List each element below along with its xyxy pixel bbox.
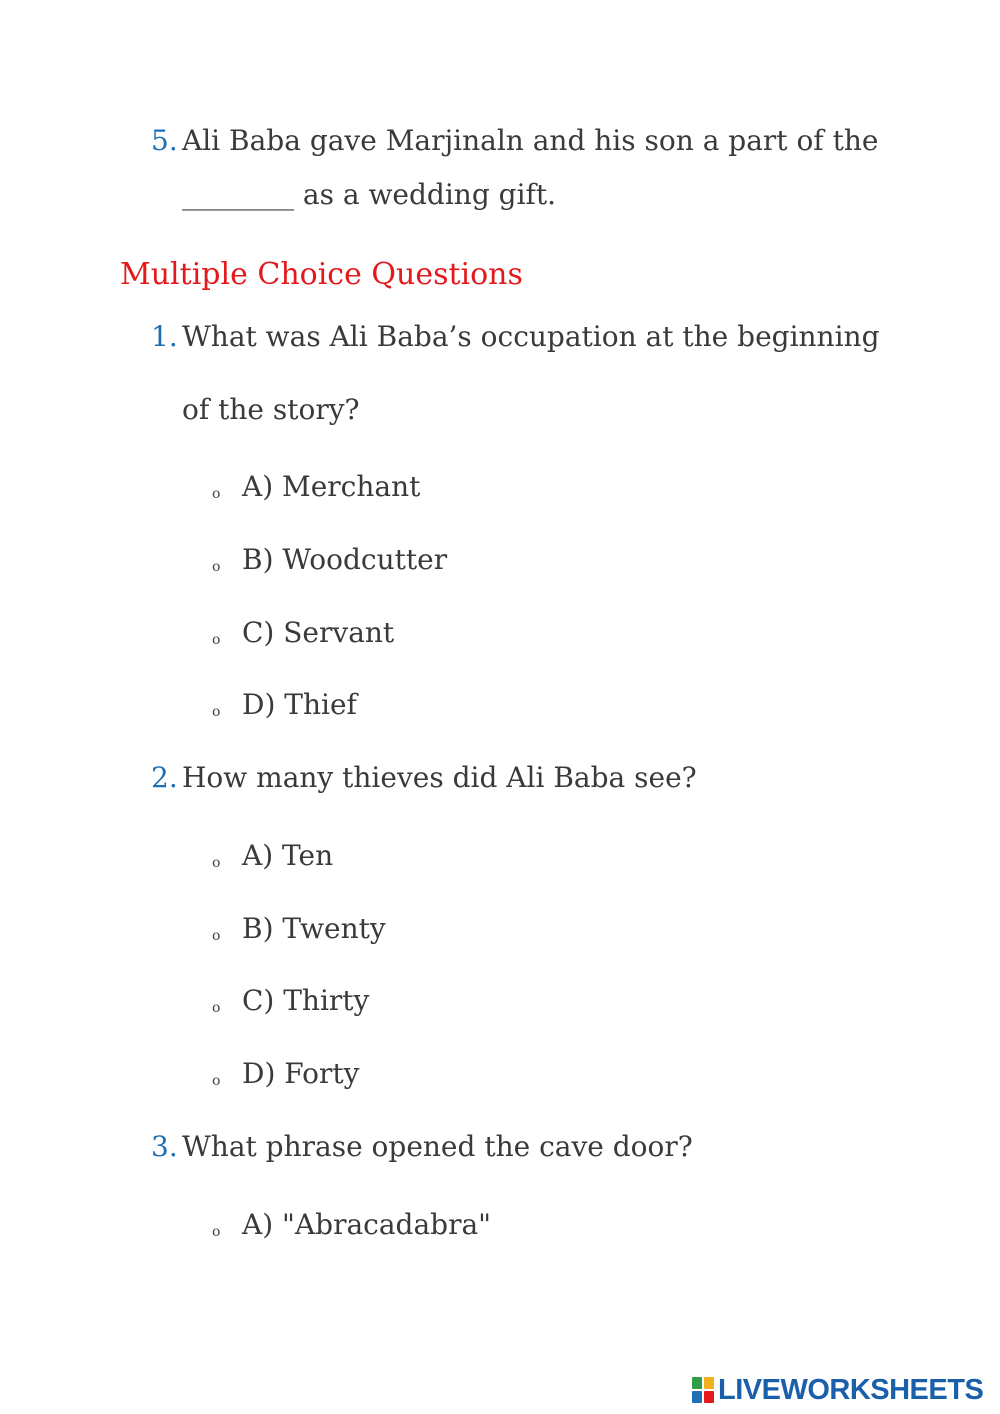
answer-option[interactable]: B) Twenty: [242, 912, 386, 945]
bullet-icon: o: [212, 559, 221, 575]
logo-square-icon: [692, 1377, 702, 1389]
question-number: 1.: [151, 320, 178, 353]
answer-option[interactable]: A) Ten: [242, 839, 334, 872]
question-number: 2.: [151, 761, 178, 794]
bullet-icon: o: [212, 704, 221, 720]
logo-square-icon: [704, 1391, 714, 1403]
answer-option[interactable]: D) Forty: [242, 1057, 360, 1090]
answer-option[interactable]: A) Merchant: [242, 470, 421, 503]
question-text: of the story?: [182, 393, 360, 426]
question-text: What phrase opened the cave door?: [182, 1130, 693, 1163]
answer-option[interactable]: C) Servant: [242, 616, 395, 649]
question-text: How many thieves did Ali Baba see?: [182, 761, 697, 794]
answer-option[interactable]: C) Thirty: [242, 984, 370, 1017]
answer-option[interactable]: D) Thief: [242, 688, 357, 721]
question-number: 5.: [151, 124, 178, 157]
answer-option[interactable]: B) Woodcutter: [242, 543, 448, 576]
question-text-blank: ________ as a wedding gift.: [182, 178, 557, 211]
question-number: 3.: [151, 1130, 178, 1163]
logo-square-icon: [692, 1391, 702, 1403]
section-title: Multiple Choice Questions: [120, 257, 523, 292]
bullet-icon: o: [212, 486, 221, 502]
logo-text: LIVEWORKSHEETS: [718, 1373, 984, 1406]
bullet-icon: o: [212, 632, 221, 648]
answer-option[interactable]: A) "Abracadabra": [242, 1208, 492, 1241]
logo-mark-icon: [692, 1377, 714, 1403]
bullet-icon: o: [212, 928, 221, 944]
bullet-icon: o: [212, 1000, 221, 1016]
logo-square-icon: [704, 1377, 714, 1389]
liveworksheets-logo[interactable]: [692, 1374, 983, 1406]
bullet-icon: o: [212, 1224, 221, 1240]
question-text: What was Ali Baba’s occupation at the beginning: [182, 320, 880, 353]
bullet-icon: o: [212, 1073, 221, 1089]
question-text: Ali Baba gave Marjinaln and his son a part of the: [182, 124, 879, 157]
bullet-icon: o: [212, 855, 221, 871]
